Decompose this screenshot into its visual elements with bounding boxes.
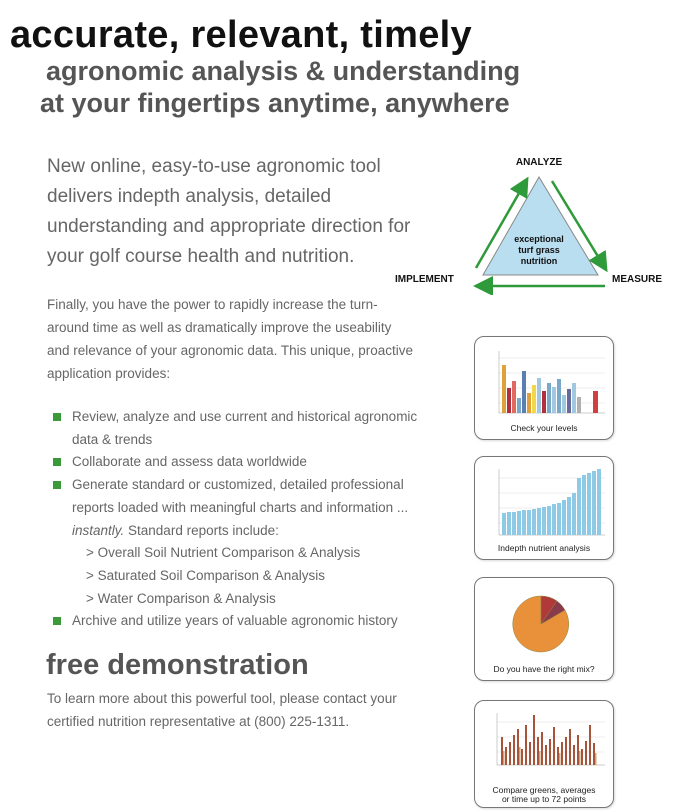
green-bullet-icon <box>53 481 61 489</box>
green-bullet-icon <box>53 458 61 466</box>
levels-chart-image <box>481 343 607 421</box>
lead-paragraph: Finally, you have the power to rapidly increase the turn-around time as well as dramatically improve the useability and relevance of your agronomic data. This unique, proactive application provides: <box>47 297 413 381</box>
headline: accurate, relevant, timely <box>10 14 472 56</box>
report-item: > Water Comparison & Analysis <box>86 590 276 606</box>
report-list <box>72 542 432 610</box>
subheadline-2: at your fingertips anytime, anywhere <box>40 88 510 118</box>
caption-compare-2: or time up to 72 points <box>501 794 587 804</box>
cycle-diagram <box>390 150 680 295</box>
list-item: Generate standard or customized, detailed professional reports loaded with meaningful charts and information ... instantly. Standard reports include: > Overall Soil Nutrient Comparison & Analysis > Saturated Soil Comparison & Analysis > Water Comparison & Analysis <box>52 474 432 610</box>
green-bullet-icon <box>53 617 61 625</box>
thumbnail-nutrient <box>474 456 614 560</box>
green-bullet-icon <box>53 413 61 421</box>
intro-paragraph: New online, easy-to-use agronomic tool delivers indepth analysis, detailed understanding and appropriate direction for your golf course health and nutrition. <box>47 156 411 267</box>
thumbnail-mix <box>474 577 614 681</box>
list-item: Archive and utilize years of valuable agronomic history <box>52 610 432 633</box>
list-item: Collaborate and assess data worldwide <box>52 451 432 474</box>
caption-compare-1: Compare greens, averages <box>492 785 596 795</box>
compare-chart-image <box>481 707 607 785</box>
caption-mix: Do you have the right mix? <box>493 664 595 674</box>
thumbnail-compare <box>474 700 614 808</box>
nutrient-chart-image <box>481 463 607 541</box>
caption-nutrient: Indepth nutrient analysis <box>497 543 591 553</box>
report-item: > Overall Soil Nutrient Comparison & Analysis <box>86 545 361 561</box>
report-item: > Saturated Soil Comparison & Analysis <box>86 567 325 583</box>
demo-text: To learn more about this powerful tool, please contact your certified nutrition representative at (800) 225-1311. <box>47 691 397 729</box>
label-analyze: ANALYZE <box>515 157 563 168</box>
feature-list <box>52 406 432 633</box>
svg-text:turf grass: turf grass <box>518 245 560 255</box>
subheadline-1: agronomic analysis & understanding <box>46 56 521 86</box>
demo-heading: free demonstration <box>46 649 309 681</box>
label-implement: IMPLEMENT <box>395 274 454 285</box>
mix-pie-image <box>481 584 607 662</box>
caption-levels: Check your levels <box>510 423 578 433</box>
list-item: Review, analyze and use current and historical agronomic data & trends <box>52 406 432 451</box>
thumbnail-levels <box>474 336 614 440</box>
label-measure: MEASURE <box>612 274 663 285</box>
svg-text:exceptional: exceptional <box>514 234 564 244</box>
svg-text:nutrition: nutrition <box>520 256 558 266</box>
